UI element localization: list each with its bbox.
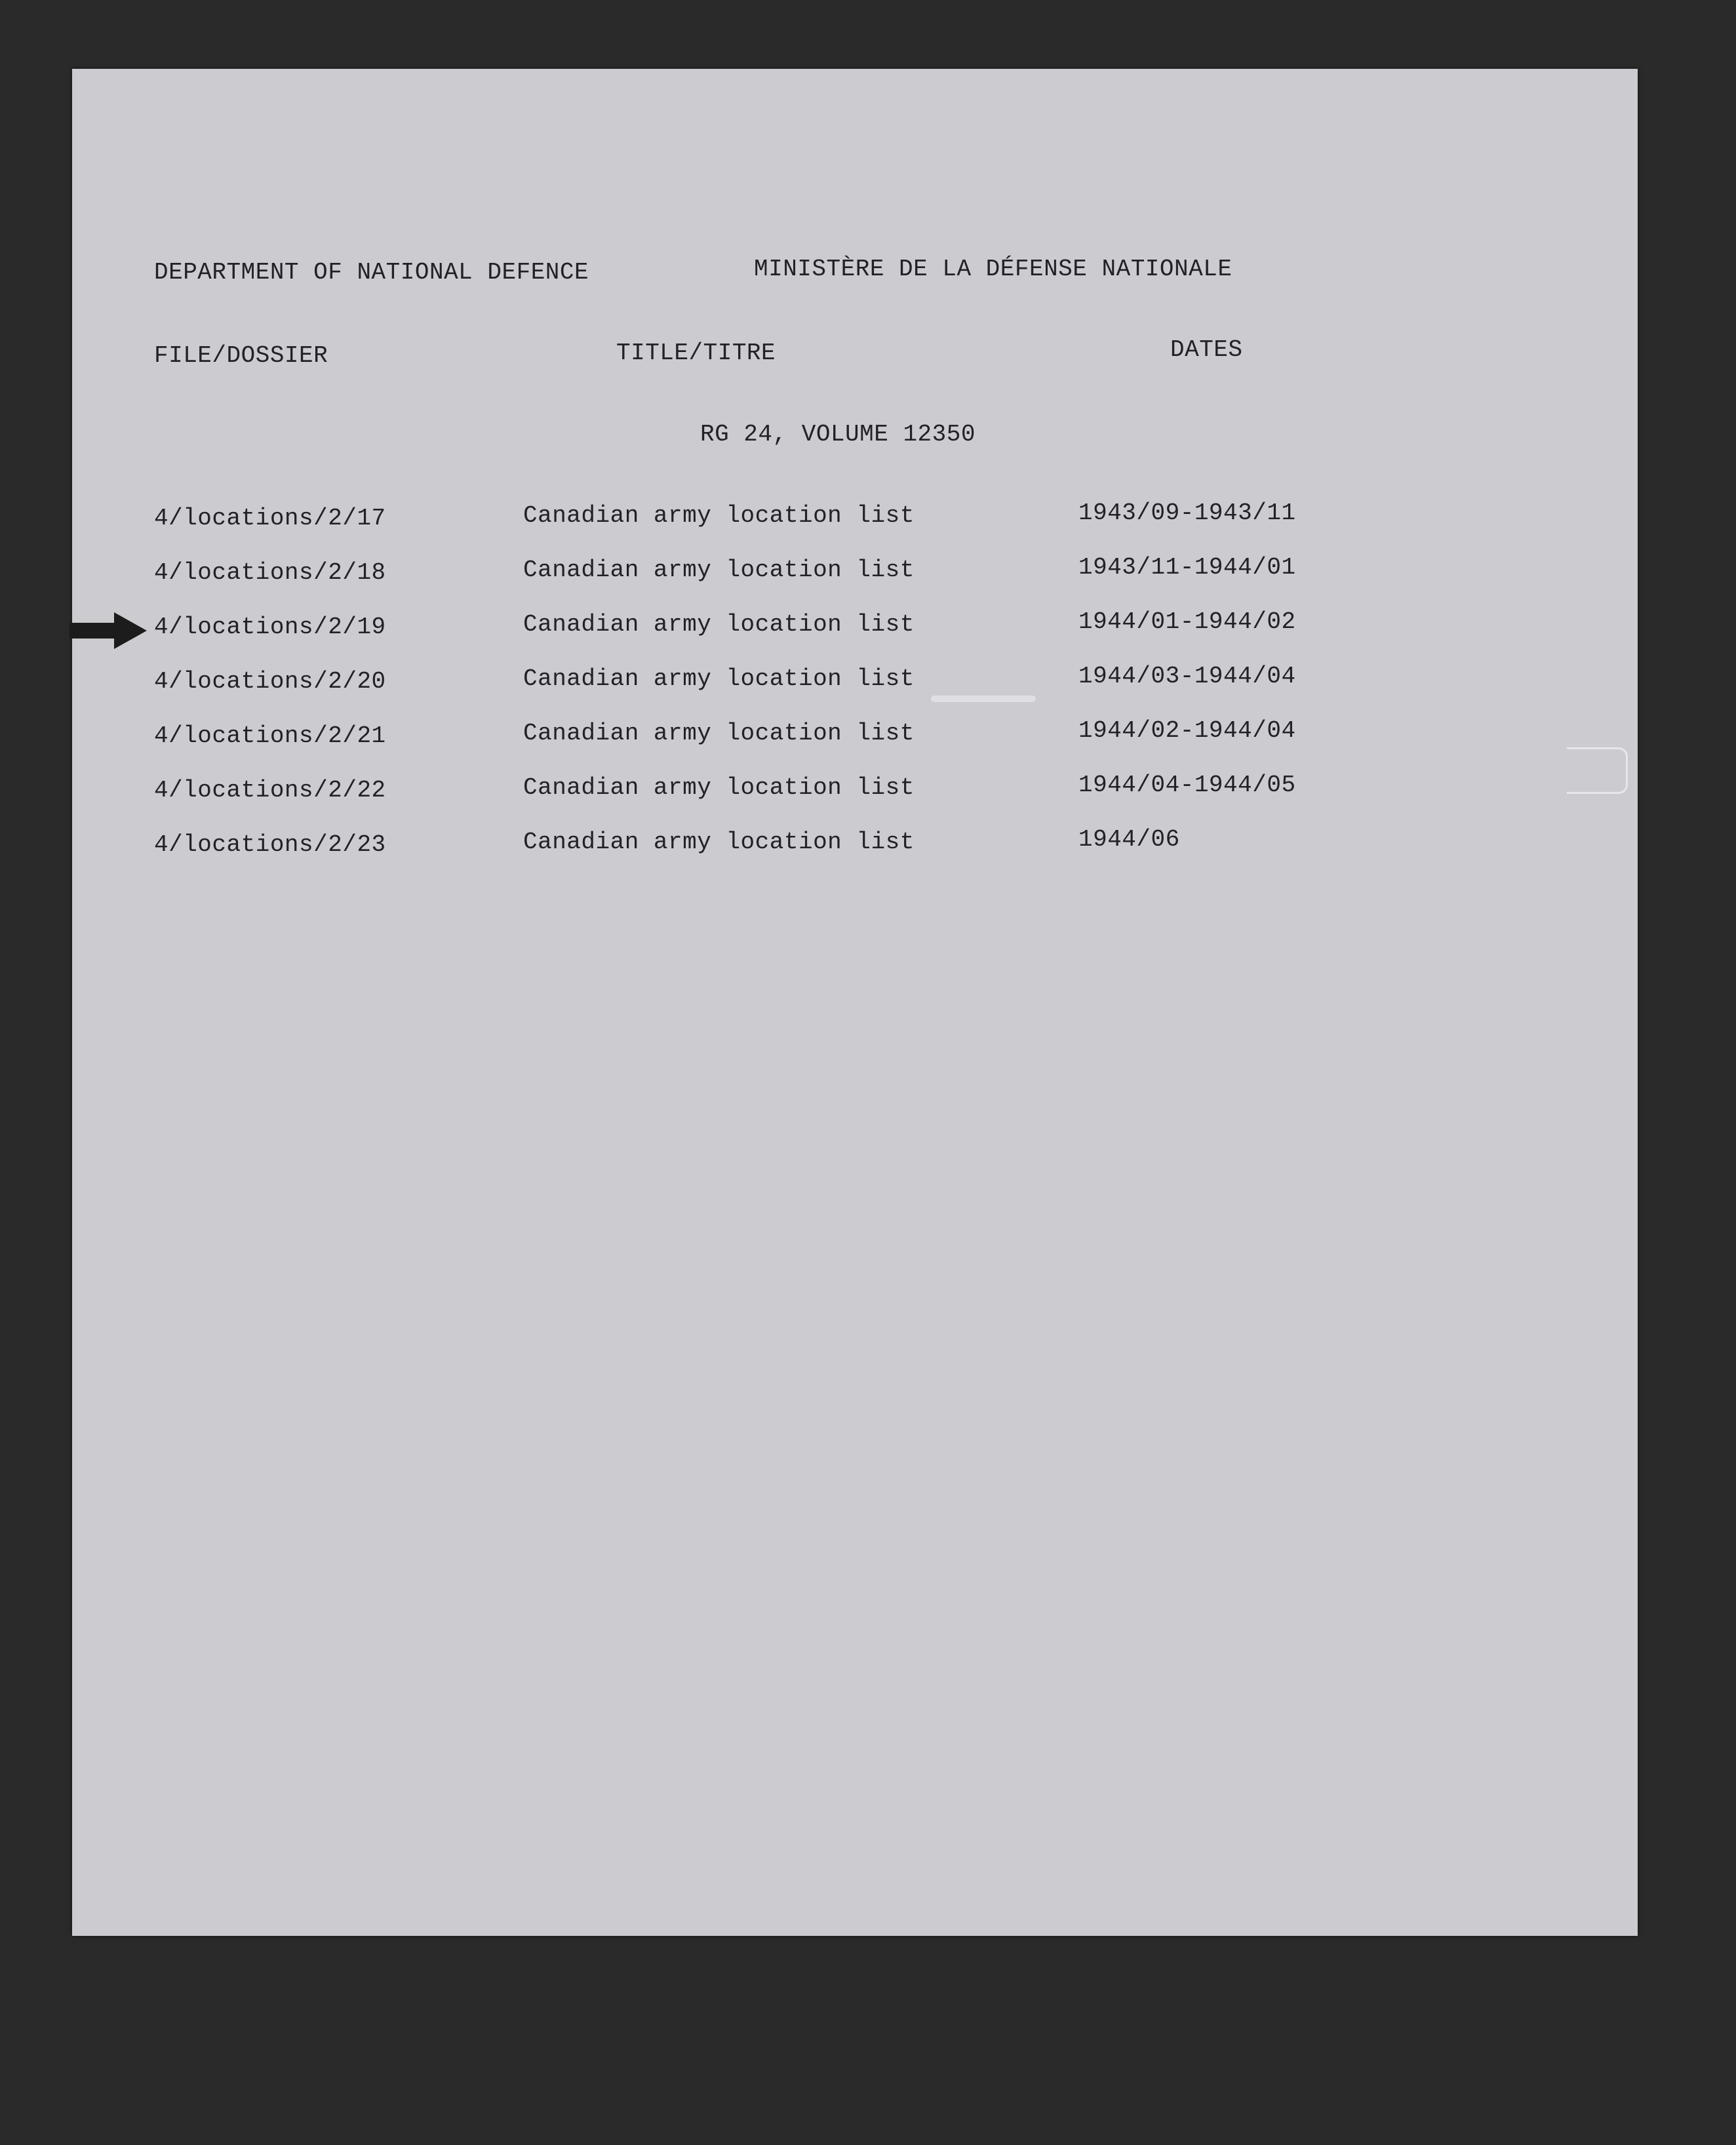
row-title: Canadian army location list <box>523 557 915 583</box>
column-header-dates: DATES <box>1170 336 1243 363</box>
row-dates: 1944/06 <box>1078 826 1180 853</box>
row-dates: 1944/04-1944/05 <box>1078 772 1296 798</box>
row-file: 4/locations/2/22 <box>154 777 386 804</box>
row-dates: 1944/01-1944/02 <box>1078 608 1296 635</box>
department-english: DEPARTMENT OF NATIONAL DEFENCE <box>154 259 589 286</box>
row-dates: 1943/11-1944/01 <box>1078 554 1296 581</box>
row-file: 4/locations/2/19 <box>154 614 386 640</box>
row-title: Canadian army location list <box>523 611 915 638</box>
pencil-bracket-mark <box>1567 747 1628 794</box>
row-title: Canadian army location list <box>523 829 915 856</box>
row-dates: 1943/09-1943/11 <box>1078 500 1296 526</box>
department-french: MINISTÈRE DE LA DÉFENSE NATIONALE <box>754 256 1233 283</box>
row-title: Canadian army location list <box>523 665 915 692</box>
row-title: Canadian army location list <box>523 774 915 801</box>
row-dates: 1944/02-1944/04 <box>1078 717 1296 744</box>
row-title: Canadian army location list <box>523 720 915 747</box>
column-header-title: TITLE/TITRE <box>616 340 776 366</box>
column-header-file: FILE/DOSSIER <box>154 342 328 369</box>
row-title: Canadian army location list <box>523 502 915 529</box>
right-arrow-icon <box>63 611 148 650</box>
row-file: 4/locations/2/21 <box>154 722 386 749</box>
volume-reference: RG 24, VOLUME 12350 <box>700 421 976 448</box>
row-file: 4/locations/2/18 <box>154 559 386 586</box>
paper-crease-mark <box>931 696 1036 702</box>
row-file: 4/locations/2/17 <box>154 505 386 532</box>
row-file: 4/locations/2/20 <box>154 668 386 695</box>
row-dates: 1944/03-1944/04 <box>1078 663 1296 690</box>
row-file: 4/locations/2/23 <box>154 831 386 858</box>
